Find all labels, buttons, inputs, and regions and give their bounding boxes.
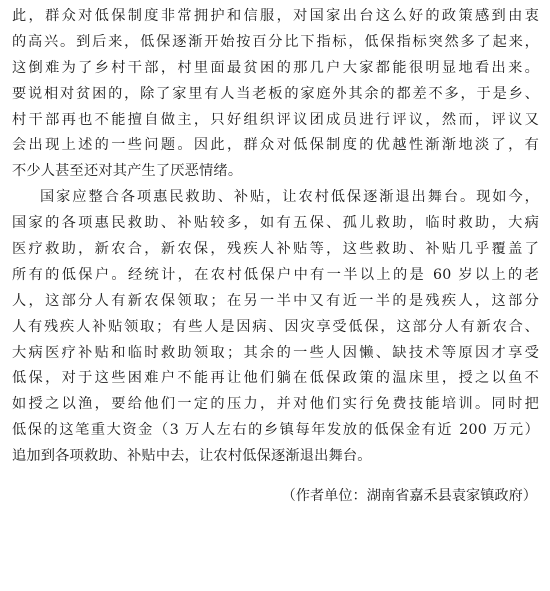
document-page [12,4,539,510]
text-line: 这倒难为了乡村干部，村里面最贫困的那几户大家都能很明显地看出来。 [12,59,539,76]
text-line: 低保的这笔重大资金（3 万人左右的乡镇每年发放的低保金有近 200 万元） [12,422,539,439]
spacer [12,470,539,484]
text-line: 不少人甚至还对其产生了厌恶情绪。 [12,163,243,180]
paragraph-1 [12,4,539,185]
text-line: 追加到各项救助、补贴中去，让农村低保逐渐退出舞台。 [12,448,372,465]
text-line: 会出现上述的一些问题。因此，群众对低保制度的优越性渐渐地淡了，有 [12,137,539,154]
text-line: 国家的各项惠民救助、补贴较多，如有五保、孤儿救助，临时救助，大病 [12,215,539,232]
text-line: 要说相对贫困的，除了家里有人当老板的家庭外其余的都差不多，于是乡、 [12,85,539,102]
text-line: 所有的低保户。经统计，在农村低保户中有一半以上的是 60 岁以上的老 [12,266,539,283]
text-line: 人，这部分人有新农保领取；在另一半中又有近一半的是残疾人，这部分 [12,292,539,309]
text-line: 医疗救助，新农合，新农保，残疾人补贴等，这些救助、补贴几乎覆盖了 [12,241,539,258]
text-line: 国家应整合各项惠民救助、补贴，让农村低保逐渐退出舞台。现如今， [40,189,539,206]
text-line: 低保，对于这些困难户不能再让他们躺在低保政策的温床里，授之以鱼不 [12,370,539,387]
text-line: 人有残疾人补贴领取；有些人是因病、因灾享受低保，这部分人有新农合、 [12,318,539,335]
text-line: 此，群众对低保制度非常拥护和信服，对国家出台这么好的政策感到由衷 [12,8,539,24]
author-affiliation: （作者单位：湖南省嘉禾县袁家镇政府） [281,488,537,505]
text-line: 的高兴。到后来，低保逐渐开始按百分比下指标，低保指标突然多了起来， [12,33,539,50]
text-line: 如授之以渔，要给他们一定的压力，并对他们实行免费技能培训。同时把 [12,396,539,413]
paragraph-2 [12,185,539,470]
text-line: 大病医疗补贴和临时救助领取；其余的一些人因懒、缺技术等原因才享受 [12,344,539,361]
text-line: 村干部再也不能擅自做主，只好组织评议团成员进行评议，然而，评议又 [12,111,539,128]
